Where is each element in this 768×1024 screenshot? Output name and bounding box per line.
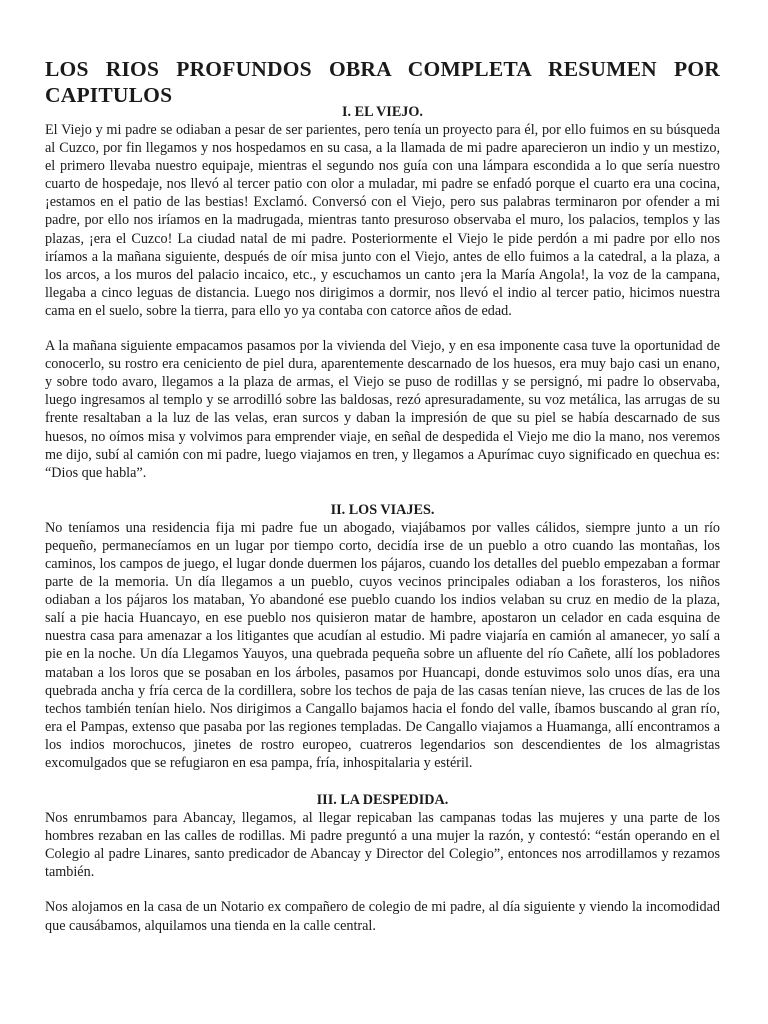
section-heading: II. LOS VIAJES.: [330, 501, 435, 518]
paragraph: Nos alojamos en la casa de un Notario ex compañero de colegio de mi padre, al día siguiente y viendo la incomodidad que causábamos, alquilamos una tienda en la calle central.: [45, 899, 720, 934]
paragraph: Nos enrumbamos para Abancay, llegamos, al llegar repicaban las campanas todas las mujeres y una parte de los hombres rezaban en las calles de rodillas. Mi padre preguntó a una mujer la razón, y contestó: “están operando en el Colegio al padre Linares, santo predicador de Abancay y Director del Colegio”, entonces nos arrodillamos y rezamos también.: [45, 810, 720, 881]
paragraph: A la mañana siguiente empacamos pasamos por la vivienda del Viejo, y en esa imponente casa tuve la oportunidad de conocerlo, su rostro era ceniciento de piel dura, aparentemente descarnado de los huesos, era muy bajo casi un enano, y sobre todo avaro, llegamos a la plaza de armas, el Viejo se puso de rodillas y se persignó, mi padre lo observaba, luego ingresamos al templo y se arrodilló sobre las baldosas, rezó apresuradamente, su voz metálica, las arrugas de su frente resaltaban a la luz de las velas, eran surcos y daban la impresión de que su piel se había descarnado de sus huesos, no oímos misa y volvimos para emprender viaje, en señal de despedida el Viejo me dio la mano, nos veremos me dijo, subí al camión con mi padre, luego viajamos en tren, y llegamos a Apurímac cuyo significado en quechua es: “Dios que habla”.: [45, 338, 720, 481]
paragraph: No teníamos una residencia fija mi padre fue un abogado, viajábamos por valles cálidos, siempre junto a un río pequeño, permanecíamos en un lugar por tiempo corto, decidía irse de un pueblo a otro cuando las montañas, los caminos, los campos de juego, el lugar donde duermen los pájaros, cuando los detalles del pueblo empezaban a formar parte de la memoria. Un día llegamos a un pueblo, cuyos vecinos principales odiaban a los forasteros, los niños odiaban a los pájaros los mataban, Yo abandoné ese pueblo cuando los indios velaban su cruz en medio de la plaza, salí a pie hacia Huancayo, en ese pueblo nos quisieron matar de hambre, apostaron un celador en cada esquina de nuestra casa para amenazar a los litigantes que acudían al estudio. Mi padre viajaría en camión al amanecer, yo salí a pie en la noche. Un día Llegamos Yauyos, una quebrada pequeña sobre un afluente del río Cañete, allí los pobladores mataban a los loros que se posaban en los árboles, pasamos por Huancapi, donde estuvimos solo unos días, era una quebrada ancha y fría cerca de la cordillera, sobre los techos de paja de las casas tenían nieve, las cruces de las de los techos también tenían hielo. Nos dirigimos a Cangallo bajamos hacia el fondo del valle, íbamos buscando al gran río, era el Pampas, extenso que pasaba por las regiones templadas. De Cangallo viajamos a Huamanga, allí encontramos a los indios morochucos, jinetes de rostro europeo, cuatreros legendarios son descendientes de los almagristas excomulgados que se refugiaron en esa pampa, fría, inhospitalaria y estéril.: [45, 519, 720, 771]
document-page: [45, 56, 720, 935]
section-heading: I. EL VIEJO.: [342, 104, 423, 120]
section-el-viejo: [45, 103, 720, 482]
document-title: LOS RIOS PROFUNDOS OBRA COMPLETA RESUMEN POR CAPITULOS: [45, 57, 720, 107]
section-la-despedida: [45, 791, 720, 935]
section-los-viajes: [45, 501, 720, 772]
paragraph: El Viejo y mi padre se odiaban a pesar de ser parientes, pero tenía un proyecto para él, por ello fuimos en su búsqueda al Cuzco, por fin llegamos y nos hospedamos en su casa, a la llamada de mi padre aparecieron un indio y un mestizo, el primero llevaba nuestro equipaje, mientras el segundo nos guía con una lámpara escondida a lo que sería nuestro cuarto de hospedaje, nos llevó al tercer patio con olor a muladar, mi padre se enfadó porque el cuarto era una cocina, ¡estamos en el patio de las bestias! Exclamó. Conversó con el Viejo, pero sus palabras terminaron por ofender a mi padre, por ello nos iríamos en la madrugada, mientras tanto presuroso observaba el muro, los palacios, templos y las plazas, ¡era el Cuzco! La ciudad natal de mi padre. Posteriormente el Viejo le pide perdón a mi padre por ello nos iríamos a la mañana siguiente, después de oír misa junto con el Viejo, antes de ello fuimos a la catedral, a la plaza, a los arcos, a los muros del palacio incaico, etc., y escuchamos un canto ¡era la María Angola!, la voz de la campana, llegaba a cinco leguas de distancia. Luego nos dirigimos a dormir, nos llevó el indio al tercer patio, hicimos nuestra cama en el suelo, sobre la tierra, para ello yo ya contaba con catorce años de edad.: [45, 122, 720, 319]
section-heading: III. LA DESPEDIDA.: [316, 792, 449, 809]
